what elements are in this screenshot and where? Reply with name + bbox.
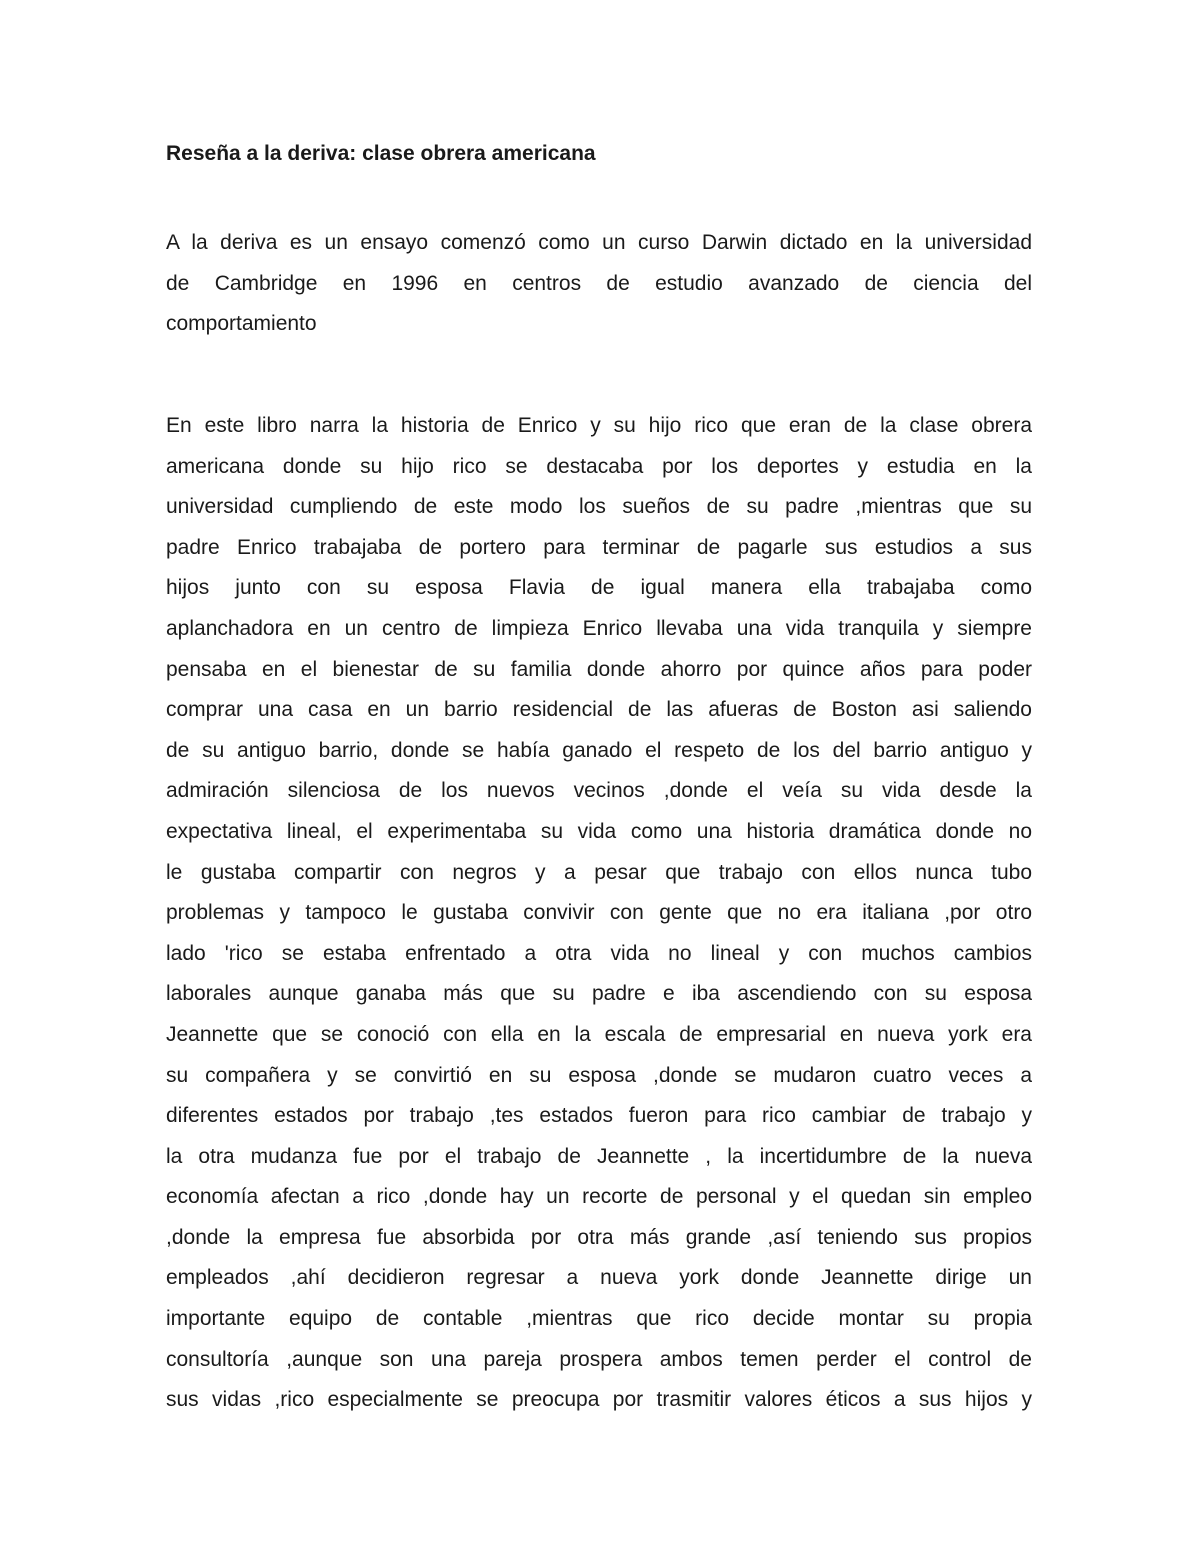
text-line: sus vidas ,rico especialmente se preocupa por trasmitir valores éticos a sus hijos y	[166, 1388, 1032, 1412]
text-line: importante equipo de contable ,mientras que rico decide montar su propia	[166, 1307, 1032, 1331]
text-line: americana donde su hijo rico se destacaba por los deportes y estudia en la	[166, 454, 1032, 478]
text-line: lado 'rico se estaba enfrentado a otra vida no lineal y con muchos cambios	[166, 941, 1032, 965]
text-line: consultoría ,aunque son una pareja prospera ambos temen perder el control de	[166, 1347, 1032, 1371]
text-line: Jeannette que se conoció con ella en la escala de empresarial en nueva york era	[166, 1022, 1032, 1046]
text-line: le gustaba compartir con negros y a pesar que trabajo con ellos nunca tubo	[166, 860, 1032, 884]
text-line: de su antiguo barrio, donde se había ganado el respeto de los del barrio antiguo y	[166, 738, 1032, 762]
text-line: admiración silenciosa de los nuevos vecinos ,donde el veía su vida desde la	[166, 779, 1032, 803]
text-line: de Cambridge en 1996 en centros de estudio avanzado de ciencia del	[166, 271, 1032, 295]
text-line: universidad cumpliendo de este modo los sueños de su padre ,mientras que su	[166, 495, 1032, 519]
text-line: su compañera y se convirtió en su esposa ,donde se mudaron cuatro veces a	[166, 1063, 1032, 1087]
text-line: la otra mudanza fue por el trabajo de Jeannette , la incertidumbre de la nueva	[166, 1144, 1032, 1168]
text-line: A la deriva es un ensayo comenzó como un curso Darwin dictado en la universidad	[166, 231, 1032, 254]
text-line: economía afectan a rico ,donde hay un recorte de personal y el quedan sin empleo	[166, 1185, 1032, 1209]
text-line: comprar una casa en un barrio residencial de las afueras de Boston asi saliendo	[166, 698, 1032, 722]
text-line: expectativa lineal, el experimentaba su vida como una historia dramática donde no	[166, 819, 1032, 843]
text-line: padre Enrico trabajaba de portero para terminar de pagarle sus estudios a sus	[166, 535, 1032, 559]
text-line: aplanchadora en un centro de limpieza Enrico llevaba una vida tranquila y siempre	[166, 616, 1032, 640]
text-line: comportamiento	[166, 312, 317, 336]
text-line: empleados ,ahí decidieron regresar a nueva york donde Jeannette dirige un	[166, 1266, 1032, 1290]
paragraph-body	[166, 406, 1032, 1421]
text-line: pensaba en el bienestar de su familia donde ahorro por quince años para poder	[166, 657, 1032, 681]
paragraph-intro	[166, 223, 1032, 345]
text-line: hijos junto con su esposa Flavia de igual manera ella trabajaba como	[166, 576, 1032, 600]
text-line: ,donde la empresa fue absorbida por otra más grande ,así teniendo sus propios	[166, 1225, 1032, 1249]
text-line: problemas y tampoco le gustaba convivir con gente que no era italiana ,por otro	[166, 901, 1032, 925]
text-line: laborales aunque ganaba más que su padre e iba ascendiendo con su esposa	[166, 982, 1032, 1006]
text-line: En este libro narra la historia de Enrico y su hijo rico que eran de la clase obrera	[166, 414, 1032, 437]
text-line: diferentes estados por trabajo ,tes estados fueron para rico cambiar de trabajo y	[166, 1104, 1032, 1128]
document-title: Reseña a la deriva: clase obrera americana	[166, 142, 596, 165]
